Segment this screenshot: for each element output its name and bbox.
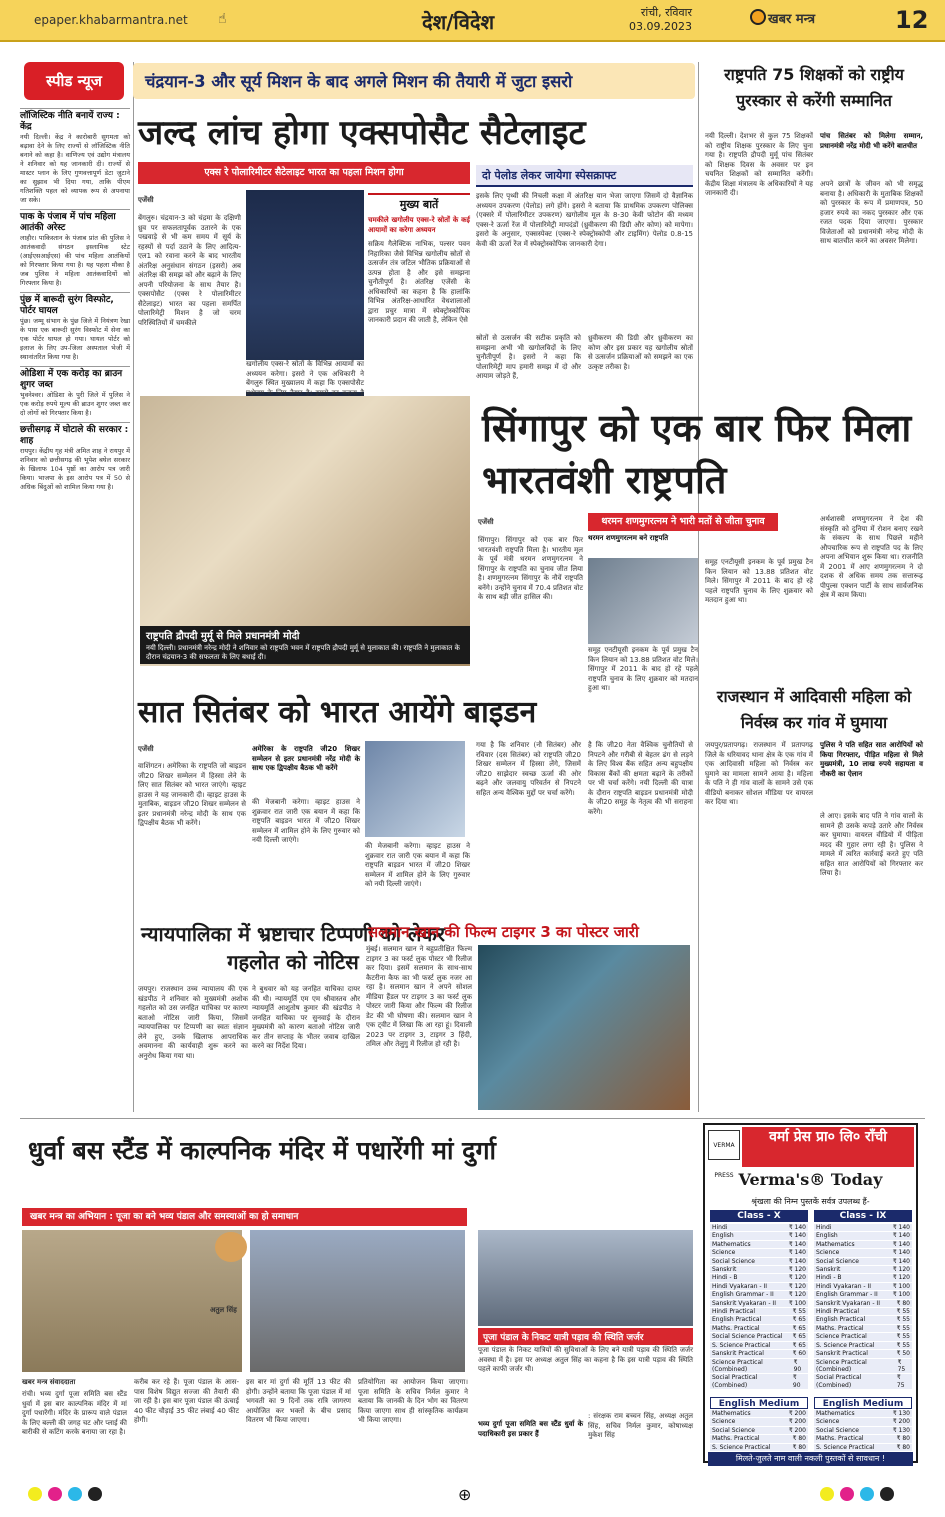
brief-headline: लॉजिस्टिक नीति बनायें राज्य : केंद्र xyxy=(20,108,130,133)
awards-body-a: नयी दिल्ली। देशभर से कुल 75 शिक्षकों को राष्ट्रीय शिक्षक पुरस्कार के लिए चुना गया है। राष्ट्रपति द्रौपदी मुर्मू पांच सितंबर को शिक्षक दिवस के अवसर पर इन चयनित शिक्षकों को सम्मानित करेंगी। केंद्रीय शिक्षा मंत्रालय के अधिकारियों ने यह जानकारी दी। xyxy=(705,132,813,197)
book-title: Hindi Practical xyxy=(712,1308,755,1316)
registration-mark xyxy=(880,1487,894,1501)
brief-headline: पुंछ में बारूदी सुरंग विस्फोट, पोर्टर घायल xyxy=(20,292,130,317)
registration-mark xyxy=(68,1487,82,1501)
book-price: ₹ 75 xyxy=(896,1374,905,1389)
biden-body-b: की मेजबानी करेगा। व्हाइट हाउस ने शुक्रवार रात जारी एक बयान में कहा कि राष्ट्रपति बाइडन भारत में जी20 शिखर सम्मेलन में शामिल होने के लिए गुरुवार को नयी दिल्ली जाएंगे। xyxy=(252,798,360,844)
book-price: ₹ 80 xyxy=(896,1435,910,1443)
book-price: ₹ 130 xyxy=(892,1426,910,1434)
brief-headline: ओडिशा में एक करोड़ का ब्राउन शुगर जब्त xyxy=(20,366,130,391)
book-title: Hindi Practical xyxy=(816,1308,859,1316)
brief-item[interactable] xyxy=(20,366,130,418)
book-price: ₹ 55 xyxy=(896,1333,910,1341)
section-divider xyxy=(20,1118,925,1119)
book-title: Science xyxy=(816,1249,840,1257)
ad-title: Verma's® Today xyxy=(738,1170,883,1189)
book-price: ₹ 100 xyxy=(892,1282,910,1290)
book-title: Maths. Practical xyxy=(816,1324,864,1332)
date: 03.09.2023 xyxy=(629,20,692,33)
brief-body: लाहौर। पाकिस्तान के पंजाब प्रांत की पुलिस ने आतंकवादी संगठन इस्लामिक स्टेट (आईएसआईएस) की पांच महिला आतंकियों को गिरफ्तार किया गया है। यह पहला मौका है जब पुलिस ने महिला आतंकवादियों को गिरफ्तार किया है। xyxy=(20,234,130,287)
price-row xyxy=(814,1359,912,1375)
brief-item[interactable] xyxy=(20,209,130,288)
speed-news-logo: स्पीड न्यूज xyxy=(24,62,124,100)
payload-body: इसके लिए पृथ्वी की निचली कक्षा में अंतरिक्ष यान भेजा जाएगा जिसमें दो वैज्ञानिक अध्ययन उपकरण (पेलोड) लगे होंगे। इसरो ने बताया कि प्राथमिक उपकरण पोलिक्स (एक्सरे में पोलारिमीटर उपकरण) खगोलीय मूल के 8-30 केवी फोटोन की मध्यम एक्स-रे ऊर्जा रेंज में पोलारिमेट्री मापदंडों (ध्रुवीकरण की डिग्री और कोण) को मापेगा। इसरो के अनुसार, एक्सस्पेक्ट (एक्स-रे स्पेक्ट्रोस्कोपी और टाइमिंग) पेलोड 0.8-15 केवी की ऊर्जा रेंज में स्पेक्ट्रोस्कोपिक जानकारी देगा। xyxy=(476,192,693,248)
price-row xyxy=(710,1224,808,1232)
registration-mark xyxy=(28,1487,42,1501)
book-price: ₹ 200 xyxy=(788,1410,806,1417)
book-price: ₹ 80 xyxy=(792,1435,806,1443)
book-title: Sanskrit Practical xyxy=(816,1350,868,1358)
book-title: S. Science Practical xyxy=(816,1443,875,1451)
awards-kicker: पांच सितंबर को मिलेगा सम्मान, प्रधानमंत्री नरेंद्र मोदी भी करेंगे बातचीत xyxy=(820,132,923,150)
print-marks xyxy=(0,1475,945,1517)
price-row xyxy=(710,1274,808,1282)
book-title: Mathematics xyxy=(712,1240,751,1248)
book-title: Social Science Practical xyxy=(712,1333,783,1341)
book-title: Maths. Practical xyxy=(712,1324,760,1332)
durga-body-c: इस बार मां दुर्गा की मूर्ति 13 फीट की होगी। उन्होंने बताया कि पूजा पंडाल में मां भगवती का 9 दिनों तक रात्रि जागरण आयोजित कर भक्तों के बीच प्रसाद वितरण भी किया जाएगा। xyxy=(246,1378,351,1424)
book-title: English Grammar - II xyxy=(712,1291,774,1299)
singapore-body-b2: समूह एनटीयूसी इनकम के पूर्व प्रमुख टैन किन लियान को 13.88 प्रतिशत वोट मिले। सिंगापुर में 2011 के बाद हो रहे पहले राष्ट्रपति चुनाव के लिए शुक्रवार को मतदान हुआ था। xyxy=(705,558,813,604)
price-row xyxy=(710,1266,808,1274)
book-title: Sanskrit Practical xyxy=(712,1350,764,1358)
book-title: Maths. Practical xyxy=(712,1435,760,1443)
singapore-headline[interactable]: सिंगापुर को एक बार फिर मिला भारतवंशी राष्ट्रपति xyxy=(482,406,912,502)
book-title: Social Science xyxy=(712,1257,755,1265)
rajasthan-kicker: पुलिस ने पति सहित सात आरोपियों को किया गिरफ्तार, पीड़ित महिला से मिले मुख्यमंत्री, 10 लाख रुपये सहायता व नौकरी का ऐलान xyxy=(820,741,923,778)
book-price: ₹ 90 xyxy=(792,1374,801,1389)
price-row xyxy=(814,1224,912,1232)
registration-mark xyxy=(840,1487,854,1501)
ad-medium-x: English Medium xyxy=(710,1397,808,1409)
book-title: Sanskrit xyxy=(712,1266,737,1274)
price-row xyxy=(710,1444,808,1452)
book-title: Hindi Vyakaran - II xyxy=(712,1282,768,1290)
rajasthan-body-b: ले आए। इसके बाद पति ने गांव वालों के सामने ही उसके कपड़े उतारे और निर्वस्त्र कर घुमाया। वायरल वीडियो में पीड़िता मदद की गुहार लगा रही है। पुलिस ने मामले में त्वरित कार्रवाई करते हुए पति सहित सात आरोपियों को गिरफ्तार कर लिया है। xyxy=(820,812,923,877)
book-title: Sanskrit Vyakaran - II xyxy=(712,1299,776,1307)
brand-logo-icon xyxy=(750,9,766,25)
brief-body: पुंछ। जम्मू संभाग के पुंछ जिले में नियंत्रण रेखा के पास एक बारूदी सुरंग विस्फोट में सेना का एक पोर्टर घायल हो गया। घायल पोर्टर को इलाज के लिए उप-जिला अस्पताल भेजी में स्थानांतरित किया गया है। xyxy=(20,317,130,361)
book-price: ₹ 120 xyxy=(788,1282,806,1290)
salman-headline[interactable]: सलमान खान की फिल्म टाइगर 3 का पोस्टर जारी xyxy=(368,923,639,941)
price-row xyxy=(710,1316,808,1324)
book-price: ₹ 60 xyxy=(792,1350,806,1358)
book-title: Science xyxy=(712,1418,736,1426)
price-row xyxy=(814,1410,912,1418)
price-row xyxy=(710,1410,808,1418)
price-row xyxy=(814,1427,912,1435)
price-row xyxy=(710,1427,808,1435)
price-row xyxy=(814,1325,912,1333)
salman-body: मुंबई। सलमान खान ने बहुप्रतीक्षित फिल्म टाइगर 3 का फर्स्ट लुक पोस्टर भी रिलीज कर दिया। इसमें सलमान के साथ-साथ कैटरीना कैफ का भी फर्स्ट लुक नजर आ रहा है। सलमान खान ने अपने सोशल मीडिया हैंडल पर टाइगर 3 का फर्स्ट लुक पोस्टर जारी किया और फिल्म की रिलीज डेट की भी घोषणा की। सलमान खान ने एक ट्वीट में लिखा कि आ रहा हूं। दिवाली 2023 पर टाइगर 3, टाइगर 3 हिंदी, तमिल और तेलुगु में रिलीज हो रही है। xyxy=(366,945,472,1048)
price-row xyxy=(710,1300,808,1308)
price-row xyxy=(814,1350,912,1358)
dateline xyxy=(612,6,692,34)
rajasthan-body-a: जयपुर/प्रतापगढ़। राजस्थान में प्रतापगढ़ जिले के धरियावद थाना क्षेत्र के एक गांव में एक आदिवासी महिला को निर्वस्त्र कर घुमाने का मामला सामने आया है। महिला के पति ने ही गांव वालों के सामने उसे एक वीडियो बनाकर सोशल मीडिया पर वायरल कर दिया था। xyxy=(705,741,813,806)
book-price: ₹ 120 xyxy=(788,1274,806,1282)
book-price: ₹ 140 xyxy=(892,1240,910,1248)
section-title: देश/विदेश xyxy=(422,10,495,34)
key-points-title: मुख्य बातें xyxy=(368,193,470,213)
book-title: Hindi xyxy=(712,1224,728,1231)
singapore-body-a: सिंगापुर। सिंगापुर को एक बार फिर भारतवंशी राष्ट्रपति मिला है। भारतीय मूल के पूर्व मंत्री थरमन शणमुगरत्नम ने सिंगापुर के राष्ट्रपति का चुनाव जीत लिया है। शणमुगरत्नम सिंगापुर के नौवें राष्ट्रपति बनेंगे। उन्होंने चुनाव में 70.4 प्रतिशत वोट के साथ बड़ी जीत हासिल की। xyxy=(478,536,583,601)
cursor-icon: ☝ xyxy=(218,11,227,27)
price-row xyxy=(710,1359,808,1375)
brief-body: रायपुर। केंद्रीय गृह मंत्री अमित शाह ने रायपुर में शनिवार को छत्तीसगढ़ की भूपेश बघेल सरकार के खिलाफ 104 पृष्ठों का आरोप पत्र जारी किया। भाजपा के इस आरोप पत्र में 50 से अधिक बिंदुओं को शामिल किया गया है। xyxy=(20,447,130,491)
book-title: Social Science xyxy=(712,1426,755,1434)
price-row xyxy=(710,1308,808,1316)
book-title: S. Science Practical xyxy=(712,1341,771,1349)
brand-name: खबर मन्त्र xyxy=(768,12,816,27)
price-row xyxy=(710,1418,808,1426)
awards-headline[interactable]: राष्ट्रपति 75 शिक्षकों को राष्ट्रीय पुरस्कार से करेंगी सम्मानित xyxy=(724,65,904,110)
book-price: ₹ 140 xyxy=(788,1224,806,1231)
durga-body-e: पूजा पंडाल के निकट यात्रियों की सुविधाओं के लिए बने यात्री पड़ाव की स्थिति जर्जर अवस्था में है। इस पर अध्यक्ष अतुल सिंह का कहना है कि इस यात्री पड़ाव की स्थिति पहले काफी जर्जर थी। xyxy=(478,1346,693,1373)
price-row xyxy=(710,1283,808,1291)
registration-mark xyxy=(88,1487,102,1501)
book-title: Hindi - B xyxy=(712,1274,738,1282)
price-row xyxy=(814,1258,912,1266)
payload-body-3: ध्रुवीकरण की डिग्री और ध्रुवीकरण का कोण और इस प्रकार यह खगोलीय स्रोतों से उत्सर्जन प्रक्रियाओं को समझने का एक उत्कृष्ट तरीका है। xyxy=(588,334,693,371)
pandal-construction-photo xyxy=(250,1230,465,1372)
ad-warning: मिलते-जुलते नाम वाली नकली पुस्तकों से सावधान ! xyxy=(708,1452,913,1466)
durga-body-b: करीब कर रहे हैं। पूजा पंडाल के आस-पास विशेष विद्युत सज्जा की तैयारी की जा रही है। इस बार पूजा पंडाल की ऊंचाई 40 फीट चौड़ाई 35 फीट लंबाई 40 फीट होगी। xyxy=(134,1378,239,1424)
book-price: ₹ 120 xyxy=(892,1274,910,1282)
price-row xyxy=(814,1249,912,1257)
book-title: Science Practical xyxy=(816,1333,867,1341)
price-row xyxy=(710,1325,808,1333)
book-price: ₹ 65 xyxy=(792,1341,806,1349)
column-divider xyxy=(133,62,134,1112)
durga-headline[interactable]: धुर्वा बस स्टैंड में काल्पनिक मंदिर में पधारेंगी मां दुर्गा xyxy=(28,1136,497,1165)
book-title: Social Science xyxy=(816,1257,859,1265)
book-title: Social Science xyxy=(816,1426,859,1434)
book-price: ₹ 55 xyxy=(792,1308,806,1316)
book-title: English Grammar - II xyxy=(816,1291,878,1299)
lead-headline[interactable]: जल्द लांच होगा एक्सपोसैट सैटेलाइट xyxy=(138,113,586,153)
lead-body-a: बेंगलुरु। चंद्रयान-3 को चंद्रमा के दक्षिणी ध्रुव पर सफलतापूर्वक उतारने के एक पखवाड़े से भी कम समय में सूर्य के रहस्यों से पर्दा उठाने के लिए आदित्य-एल1 को रवाना करने के बाद भारतीय अंतरिक्ष अनुसंधान संगठन (इसरो) अब अंतरिक्ष की समझ को और बढ़ाने के लिए अपनी परियोजना के साथ तैयार है। एक्सपोसैट (एक्स रे पोलारिमीटर सैटेलाइट) भारत का पहला समर्पित पोलारिमेट्री मिशन है जो चरम परिस्थितियों में चमकीले xyxy=(138,214,241,327)
payload-headline[interactable]: दो पेलोड लेकर जायेगा स्पेसक्राफ्ट xyxy=(476,165,693,187)
key-points-sub: चमकीले खगोलीय एक्स-रे स्रोतों के कई आयामों का करेगा अध्ययन xyxy=(368,216,470,234)
payload-body-2: स्रोतों से उत्सर्जन की सटीक प्रकृति को समझना अभी भी खगोलविदों के लिए चुनौतीपूर्ण है। इसरो ने कहा कि पोलारिमेट्री माप हमारी समझ में दो और आयाम जोड़ते हैं, xyxy=(476,334,581,380)
biden-body-c: गया है कि शनिवार (नौ सितंबर) और रविवार (दस सितंबर) को राष्ट्रपति जी20 शिखर सम्मेलन में हिस्सा लेंगे, जिसमें जी20 साझेदार स्वच्छ ऊर्जा की ओर बढ़ने और जलवायु परिवर्तन से निपटने सहित अन्य वैश्विक मुद्दों पर चर्चा करेंगे। xyxy=(476,741,581,797)
ad-class-x: Class - X xyxy=(710,1210,808,1222)
avatar xyxy=(215,1232,247,1262)
pandal-photo-caption: पूजा पंडाल के निकट यात्री पड़ाव की स्थिति जर्जर xyxy=(478,1328,693,1345)
price-row xyxy=(710,1249,808,1257)
biden-body-d: है कि जी20 नेता वैश्विक चुनौतियों से निपटने और गरीबी से बेहतर ढंग से लड़ने के लिए विश्व बैंक सहित अन्य बहुपक्षीय विकास बैंकों की क्षमता बढ़ाने के तरीकों पर भी चर्चा करेंगे। नयी दिल्ली की यात्रा के दौरान राष्ट्रपति बाइडन प्रधानमंत्री मोदी के जी20 समूह के नेतृत्व की भी सराहना करेंगे। xyxy=(588,741,693,816)
awards-body-b: अपने छात्रों के जीवन को भी समृद्ध बनाया है। अधिकारी के मुताबिक शिक्षकों को पुरस्कार के रूप में प्रमाणपत्र, 50 हजार रुपये का नकद पुरस्कार और एक रजत पदक दिया जाएगा। पुरस्कार विजेताओं को प्रधानमंत्री नरेन्द्र मोदी के साथ बातचीत करने का अवसर मिलेगा। xyxy=(820,180,923,245)
price-row xyxy=(710,1291,808,1299)
book-title: Mathematics xyxy=(816,1240,855,1248)
tiger3-poster xyxy=(478,945,690,1110)
price-row xyxy=(814,1342,912,1350)
speed-news-column xyxy=(20,104,130,947)
book-price: ₹ 100 xyxy=(788,1299,806,1307)
price-row xyxy=(814,1300,912,1308)
price-row xyxy=(814,1316,912,1324)
price-row xyxy=(814,1444,912,1452)
photo-caption-body: नयी दिल्ली। प्रधानमंत्री नरेन्द्र मोदी ने शनिवार को राष्ट्रपति भवन में राष्ट्रपति द्रौपदी मुर्मू से मुलाकात की। राष्ट्रपति ने मुलाकात के दौरान चंद्रयान-3 की सफलता के लिए बधाई दी। xyxy=(140,642,470,664)
tharman-photo xyxy=(588,558,698,644)
book-title: Social Practical (Combined) xyxy=(816,1374,862,1389)
verma-press-logo: VERMA PRESS xyxy=(708,1130,740,1160)
singapore-body-c: अर्थशास्त्री शणमुगरत्नम ने देश की संस्कृति को दुनिया में रोशन बनाए रखने के संकल्प के साथ पिछले महीने औपचारिक रूप से राष्ट्रपति पद के लिए अपना अभियान शुरू किया था। राजनीति में 2001 में आए शणमुगरत्नम ने दो दशक से अधिक समय तक सत्तारूढ़ पीपुल्स एक्शन पार्टी के साथ सार्वजनिक क्षेत्र में काम किया। xyxy=(820,515,923,599)
rajasthan-headline[interactable]: राजस्थान में आदिवासी महिला को निर्वस्त्र कर गांव में घुमाया xyxy=(716,687,912,732)
book-price: ₹ 55 xyxy=(896,1341,910,1349)
book-price: ₹ 55 xyxy=(896,1308,910,1316)
book-price: ₹ 80 xyxy=(896,1299,910,1307)
city-day: रांची, रविवार xyxy=(640,6,692,19)
book-price: ₹ 120 xyxy=(892,1266,910,1274)
book-price: ₹ 200 xyxy=(892,1418,910,1426)
book-price: ₹ 100 xyxy=(892,1291,910,1299)
durga-byline: खबर मन्त्र संवाददाता xyxy=(22,1378,76,1386)
crosshair-icon: ⊕ xyxy=(458,1485,472,1504)
price-row xyxy=(814,1333,912,1341)
committee-members: : संरक्षक राम बच्चन सिंह, अध्यक्ष अतुल सिंह, सचिव निर्मल कुमार, कोषाध्यक्ष मुकेश सिंह xyxy=(588,1412,693,1439)
key-points-body: सक्रिय गैलेक्टिक नाभिक, पल्सर पवन निहारिका जैसे विभिन्न खगोलीय स्रोतों से उत्सर्जन तंत्र जटिल भौतिक प्रक्रियाओं से उत्पन्न होता है और इसे समझना चुनौतीपूर्ण है। अंतरिक्ष एजेंसी के अधिकारियों का कहना है कि हालांकि विभिन्न अंतरिक्ष-आधारित वेधशालाओं द्वारा प्रचुर मात्रा में स्पेक्ट्रोस्कोपिक जानकारी प्रदान की जाती है, लेकिन ऐसे xyxy=(368,240,470,324)
price-row xyxy=(814,1266,912,1274)
bus-stand-photo xyxy=(478,1230,693,1326)
brief-item[interactable] xyxy=(20,108,130,205)
book-price: ₹ 90 xyxy=(793,1358,802,1373)
class-x-english-list xyxy=(710,1410,808,1452)
book-price: ₹ 50 xyxy=(896,1350,910,1358)
durga-body-d: प्रतियोगिता का आयोजन किया जाएगा। पूजा समिति के सचिव निर्मल कुमार ने बताया कि जानकी के दिन भोग का वितरण किया जाएगा साथ ही सांस्कृतिक कार्यक्रम भी किया जाएगा। xyxy=(358,1378,468,1424)
book-title: Science xyxy=(712,1249,736,1257)
ad-medium-ix: English Medium xyxy=(814,1397,912,1409)
court-headline[interactable]: न्यायपालिका में भ्रष्टाचार टिप्पणी को लेकर गहलोत को नोटिस xyxy=(141,922,445,974)
brief-headline: पाक के पंजाब में पांच महिला आतंकी अरेस्ट xyxy=(20,209,130,234)
class-ix-english-list xyxy=(814,1410,912,1452)
book-title: Science Practical (Combined) xyxy=(816,1358,867,1373)
price-row xyxy=(814,1283,912,1291)
price-row xyxy=(710,1342,808,1350)
book-price: ₹ 55 xyxy=(896,1324,910,1332)
price-row xyxy=(710,1374,808,1390)
singapore-subhead: थरमन शणमुगरत्नम ने भारी मतों से जीता चुनाव xyxy=(588,513,778,531)
book-price: ₹ 80 xyxy=(896,1443,910,1451)
brief-item[interactable] xyxy=(20,422,130,492)
price-row xyxy=(710,1333,808,1341)
ad-class-ix: Class - IX xyxy=(814,1210,912,1222)
biden-headline[interactable]: सात सितंबर को भारत आयेंगे बाइडन xyxy=(138,695,537,730)
book-price: ₹ 80 xyxy=(792,1443,806,1451)
book-price: ₹ 65 xyxy=(792,1324,806,1332)
price-row xyxy=(814,1241,912,1249)
price-row xyxy=(814,1232,912,1240)
brief-headline: छत्तीसगढ़ में घोटाले की सरकार : शाह xyxy=(20,422,130,447)
book-title: Mathematics xyxy=(816,1410,855,1417)
biden-byline: एजेंसी xyxy=(138,745,154,753)
singapore-photo-caption: थरमन शणमुगरत्नम बने राष्ट्रपति xyxy=(588,534,669,542)
book-title: English xyxy=(816,1232,838,1240)
book-title: Sanskrit Vyakaran - II xyxy=(816,1299,880,1307)
book-title: Science Practical (Combined) xyxy=(712,1358,763,1373)
book-title: Science xyxy=(816,1418,840,1426)
book-price: ₹ 140 xyxy=(788,1232,806,1240)
book-price: ₹ 140 xyxy=(892,1257,910,1265)
temple-pandal-photo xyxy=(22,1230,242,1372)
campaign-banner: खबर मन्त्र का अभियान : पूजा का बने भव्य पंडाल और समस्याओं का हो समाधान xyxy=(22,1208,467,1226)
biden-body-b2: की मेजबानी करेगा। व्हाइट हाउस ने शुक्रवार रात जारी एक बयान में कहा कि राष्ट्रपति बाइडन भारत में जी20 शिखर सम्मेलन में शामिल होने के लिए गुरुवार को नयी दिल्ली जाएंगे। xyxy=(365,842,470,888)
book-title: Hindi - B xyxy=(816,1274,842,1282)
ad-subtitle: श्रृंखला की निम्न पुस्तकें सर्वत्र उपलब्ध हैं- xyxy=(751,1197,870,1206)
book-title: S. Science Practical xyxy=(712,1443,771,1451)
book-price: ₹ 140 xyxy=(788,1249,806,1257)
registration-mark xyxy=(860,1487,874,1501)
lead-kicker[interactable]: चंद्रयान-3 और सूर्य मिशन के बाद अगले मिशन की तैयारी में जुटा इसरो xyxy=(145,72,573,91)
price-row xyxy=(814,1291,912,1299)
book-title: S. Science Practical xyxy=(816,1341,875,1349)
person-name: अतुल सिंह xyxy=(210,1306,237,1314)
price-row xyxy=(814,1374,912,1390)
book-title: Social Practical (Combined) xyxy=(712,1374,758,1389)
book-price: ₹ 200 xyxy=(788,1426,806,1434)
price-row xyxy=(814,1418,912,1426)
book-title: Hindi Vyakaran - II xyxy=(816,1282,872,1290)
brief-body: नयी दिल्ली। केंद्र ने कारोबारी सुगमता को बढ़ावा देने के लिए राज्यों से लॉजिस्टिक नीति बनाने को कहा है। वाणिज्य एवं उद्योग मंत्रालय ने शनिवार को यह जानकारी दी। राज्यों से मास्टर प्लान के लिए गुणवत्तापूर्ण डेटा जुटाने का सुझाव भी दिया गया, ताकि पीएम गतिशक्ति पहल को व्यापक रूप से अपनाया जा सके। xyxy=(20,133,130,204)
biden-photo xyxy=(365,741,465,837)
site-url[interactable]: epaper.khabarmantra.net xyxy=(34,13,188,27)
price-row xyxy=(710,1350,808,1358)
book-price: ₹ 140 xyxy=(892,1224,910,1231)
court-body-b: ने बुधवार को यह जनहित याचिका दायर की थी। न्यायमूर्ति एम एम श्रीवास्तव और न्यायमूर्ति आशुतोष कुमार की खंडपीठ ने जनहित याचिका पर सुनवाई के दौरान मुख्यमंत्री को कारण बताओ नोटिस जारी कर तीन सप्ताह के भीतर जवाब दाखिल करने का निर्देश दिया। xyxy=(252,985,360,1050)
page-number: 12 xyxy=(895,6,929,34)
book-price: ₹ 65 xyxy=(792,1316,806,1324)
class-x-price-list xyxy=(710,1224,808,1390)
book-price: ₹ 140 xyxy=(788,1257,806,1265)
brief-body: भुवनेश्वर। ओडिशा के पुरी जिले में पुलिस ने एक करोड़ रुपये मूल्य की ब्राउन शुगर जब्त कर दो लोगों को गिरफ्तार किया है। xyxy=(20,391,130,417)
lead-body-b: खगोलीय एक्स-रे स्रोतों के विभिन्न आयामों का अध्ययन करेगा। इसरो ने एक अधिकारी ने बेंगलुरु स्थित मुख्यालय में कहा कि एक्सपोसैट प्रक्षेपण के लिए तैयार है। इसरो का कहना है xyxy=(246,360,364,397)
book-title: English Practical xyxy=(816,1316,866,1324)
book-price: ₹ 75 xyxy=(897,1358,906,1373)
registration-mark xyxy=(48,1487,62,1501)
book-title: English Practical xyxy=(712,1316,762,1324)
court-body-a: जयपुर। राजस्थान उच्च न्यायालय की एक खंडपीठ ने शनिवार को मुख्यमंत्री अशोक गहलोत को उस जनहित याचिका पर कारण बताओ नोटिस जारी किया, जिसमें न्यायपालिका पर टिप्पणी का स्वतः संज्ञान लेने हुए, उनके खिलाफ आपराधिक अवमानना की कार्यवाही शुरू करने का अनुरोध किया गया था। xyxy=(138,985,248,1060)
biden-kicker: अमेरिका के राष्ट्रपति जी20 शिखर सम्मेलन से इतर प्रधानमंत्री नरेंद्र मोदी के साथ एक द्विपक्षीय बैठक भी करेंगे xyxy=(252,745,360,772)
price-row xyxy=(814,1435,912,1443)
book-price: ₹ 65 xyxy=(792,1333,806,1341)
column-divider xyxy=(698,62,699,1112)
book-price: ₹ 140 xyxy=(788,1240,806,1248)
lead-byline: एजेंसी xyxy=(138,196,154,204)
book-price: ₹ 120 xyxy=(788,1291,806,1299)
book-price: ₹ 55 xyxy=(896,1316,910,1324)
photo-caption-headline: राष्ट्रपति द्रौपदी मुर्मू से मिले प्रधानमंत्री मोदी xyxy=(140,626,470,644)
book-title: Maths. Practical xyxy=(816,1435,864,1443)
price-row xyxy=(710,1241,808,1249)
brief-item[interactable] xyxy=(20,292,130,362)
book-price: ₹ 200 xyxy=(788,1418,806,1426)
book-title: Mathematics xyxy=(712,1410,751,1417)
price-row xyxy=(710,1232,808,1240)
price-row xyxy=(710,1258,808,1266)
singapore-byline: एजेंसी xyxy=(478,518,494,526)
book-price: ₹ 140 xyxy=(892,1249,910,1257)
book-price: ₹ 130 xyxy=(892,1410,910,1417)
book-title: English xyxy=(712,1232,734,1240)
committee-title: भव्य दुर्गा पूजा समिति बस स्टैंड धुर्वा के पदाधिकारी इस प्रकार हैं xyxy=(478,1420,583,1438)
price-row xyxy=(814,1308,912,1316)
price-row xyxy=(814,1274,912,1282)
class-ix-price-list xyxy=(814,1224,912,1390)
book-price: ₹ 120 xyxy=(788,1266,806,1274)
registration-mark xyxy=(820,1487,834,1501)
book-price: ₹ 140 xyxy=(892,1232,910,1240)
biden-body-a: वाशिंगटन। अमेरिका के राष्ट्रपति जो बाइडन जी20 शिखर सम्मेलन में हिस्सा लेने के लिए सात सितंबर को भारत जाएंगे। व्हाइट हाउस ने यह जानकारी दी। व्हाइट हाउस के मुताबिक, बाइडन जी20 शिखर सम्मेलन से इतर प्रधानमंत्री नरेन्द्र मोदी के साथ एक द्विपक्षीय बैठक भी करेंगे। xyxy=(138,762,246,827)
book-title: Hindi xyxy=(816,1224,832,1231)
lead-subhead: एक्स रे पोलारिमीटर सैटेलाइट भारत का पहला मिशन होगा xyxy=(138,162,470,184)
durga-body-a: रांची। भव्य दुर्गा पूजा समिति बस स्टैंड धुर्वा में इस बार काल्पनिक मंदिर में मां दुर्गा पधारेंगी। मंदिर के प्रारूप वाले पंडाल के लिए बल्ली की जगह चट और प्लाई की बारीकी से कटिंग करके बनाया जा रहा है। xyxy=(22,1390,127,1436)
ad-publisher: वर्मा प्रेस प्रा० लि० राँची xyxy=(742,1127,914,1167)
singapore-body-b: समूह एनटीयूसी इनकम के पूर्व प्रमुख टैन किन लियान को 13.88 प्रतिशत वोट मिले। सिंगापुर में 2011 के बाद हो रहे पहले राष्ट्रपति चुनाव के लिए शुक्रवार को मतदान हुआ था। xyxy=(588,646,698,692)
book-title: Sanskrit xyxy=(816,1266,841,1274)
price-row xyxy=(710,1435,808,1443)
